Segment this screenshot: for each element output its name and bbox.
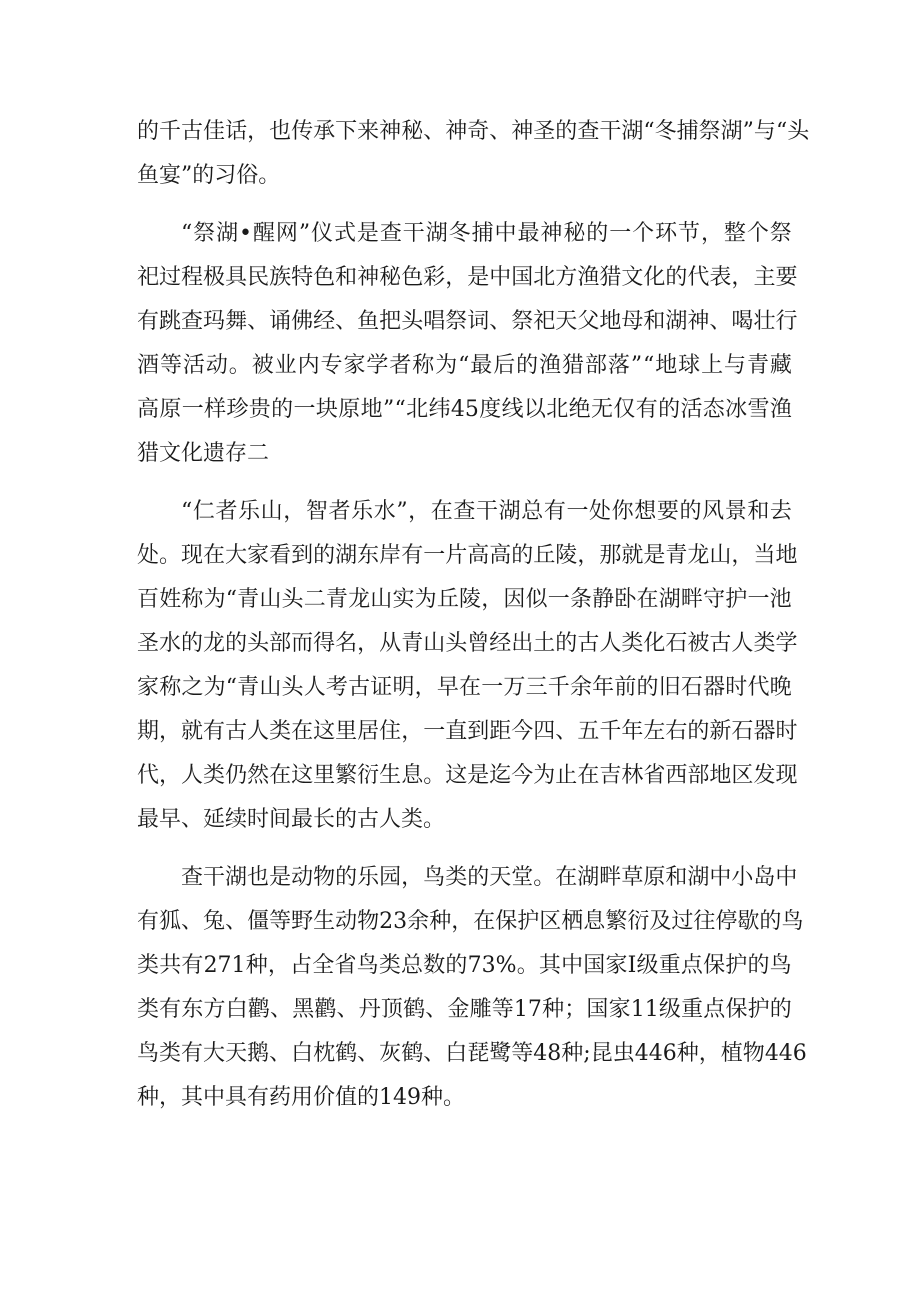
text-line: 祀 过 程 极 具 民 族 特 色 和 神 秘 色 彩 ， 是 中 国 北 方 渔 猎 文 化 的 代 表 ， 主 要 [137, 265, 798, 290]
text-line: 百 姓 称 为 “ 青 山 头 二 青 龙 山 实 为 丘 陵 ， 因 似 一 条 静 卧 在 湖 畔 守 护 一 池 [137, 587, 792, 612]
paragraph-gap [137, 198, 792, 212]
text-line: 有 狐 、 兔 、 僵 等 野 生 动 物 23 余 种 ， 在 保 护 区 栖 息 繁 衍 及 过 往 停 歇 的 鸟 [137, 909, 804, 934]
text-line: 有 跳 查 玛 舞 、 诵 佛 经 、 鱼 把 头 唱 祭 词 、 祭 祀 天 父 地 母 和 湖 神 、 喝 壮 行 [137, 309, 798, 334]
text-line: 酒 等 活 动 。 被 业 内 专 家 学 者 称 为 “ 最 后 的 渔 猎 部 落 ” “ 地 球 上 与 青 藏 [137, 353, 792, 378]
text-line: 家 称 之 为 “ 青 山 头 人 考 古 证 明 ， 早 在 一 万 三 千 余 年 前 的 旧 石 器 时 代 晚 [137, 675, 792, 700]
text-line: 处 。 现 在 大 家 看 到 的 湖 东 岸 有 一 片 高 高 的 丘 陵 ， 那 就 是 青 龙 山 ， 当 地 [137, 543, 798, 568]
text-line: 种，其中具有药用价值的149种。 [137, 1085, 465, 1110]
text-line: “ 仁 者 乐 山 ， 智 者 乐 水 ” ， 在 查 干 湖 总 有 一 处 你 想 要 的 风 景 和 去 [181, 499, 792, 524]
paragraph [137, 856, 807, 1120]
paragraph-gap [137, 842, 792, 856]
text-line: 查 干 湖 也 是 动 物 的 乐 园 ， 鸟 类 的 天 堂 。 在 湖 畔 草 原 和 湖 中 小 岛 中 [181, 865, 798, 890]
paragraph [137, 490, 798, 842]
text-line: 最早、延续时间最长的古人类。 [137, 807, 446, 832]
text-line: 类 有 东 方 白 鹳 、 黑 鹳 、 丹 顶 鹤 、 金 雕 等 17 种 ； 国 家 11 级 重 点 保 护 的 [137, 997, 792, 1022]
text-line: 高 原 一 样 珍 贵 的 一 块 原 地 ” “ 北 纬 45 度 线 以 北 绝 无 仅 有 的 活 态 冰 雪 渔 [137, 397, 792, 422]
text-line: 鱼宴”的习俗。 [137, 163, 281, 188]
text-line: 的 千 古 佳 话 ， 也 传 承 下 来 神 秘 、 神 奇 、 神 圣 的 查 干 湖 “ 冬 捕 祭 湖 ” 与 “ 头 [137, 119, 810, 144]
paragraph [137, 212, 798, 476]
document-body [137, 110, 810, 1120]
text-line: 期 ， 就 有 古 人 类 在 这 里 居 住 ， 一 直 到 距 今 四 、 五 千 年 左 右 的 新 石 器 时 [137, 719, 798, 744]
text-line: 类 共 有 271 种 ， 占 全 省 鸟 类 总 数 的 73% 。 其 中 国 家 I 级 重 点 保 护 的 鸟 [137, 953, 792, 978]
text-line: 猎文化遗存二 [137, 441, 270, 466]
paragraph-gap [137, 476, 792, 490]
text-line: 代 ， 人 类 仍 然 在 这 里 繁 衍 生 息 。 这 是 迄 今 为 止 在 吉 林 省 西 部 地 区 发 现 [137, 763, 798, 788]
paragraph [137, 110, 810, 198]
text-line: 圣 水 的 龙 的 头 部 而 得 名 ， 从 青 山 头 曾 经 出 土 的 古 人 类 化 石 被 古 人 类 学 [137, 631, 798, 656]
text-line: 鸟 类 有 大 天 鹅 、 白 枕 鹤 、 灰 鹤 、 白 琵 鹭 等 48 种 ; 昆 虫 446 种 ， 植 物 446 [137, 1041, 807, 1066]
text-line: “ 祭 湖 • 醒 网 ” 仪 式 是 查 干 湖 冬 捕 中 最 神 秘 的 一 个 环 节 ， 整 个 祭 [181, 221, 792, 246]
